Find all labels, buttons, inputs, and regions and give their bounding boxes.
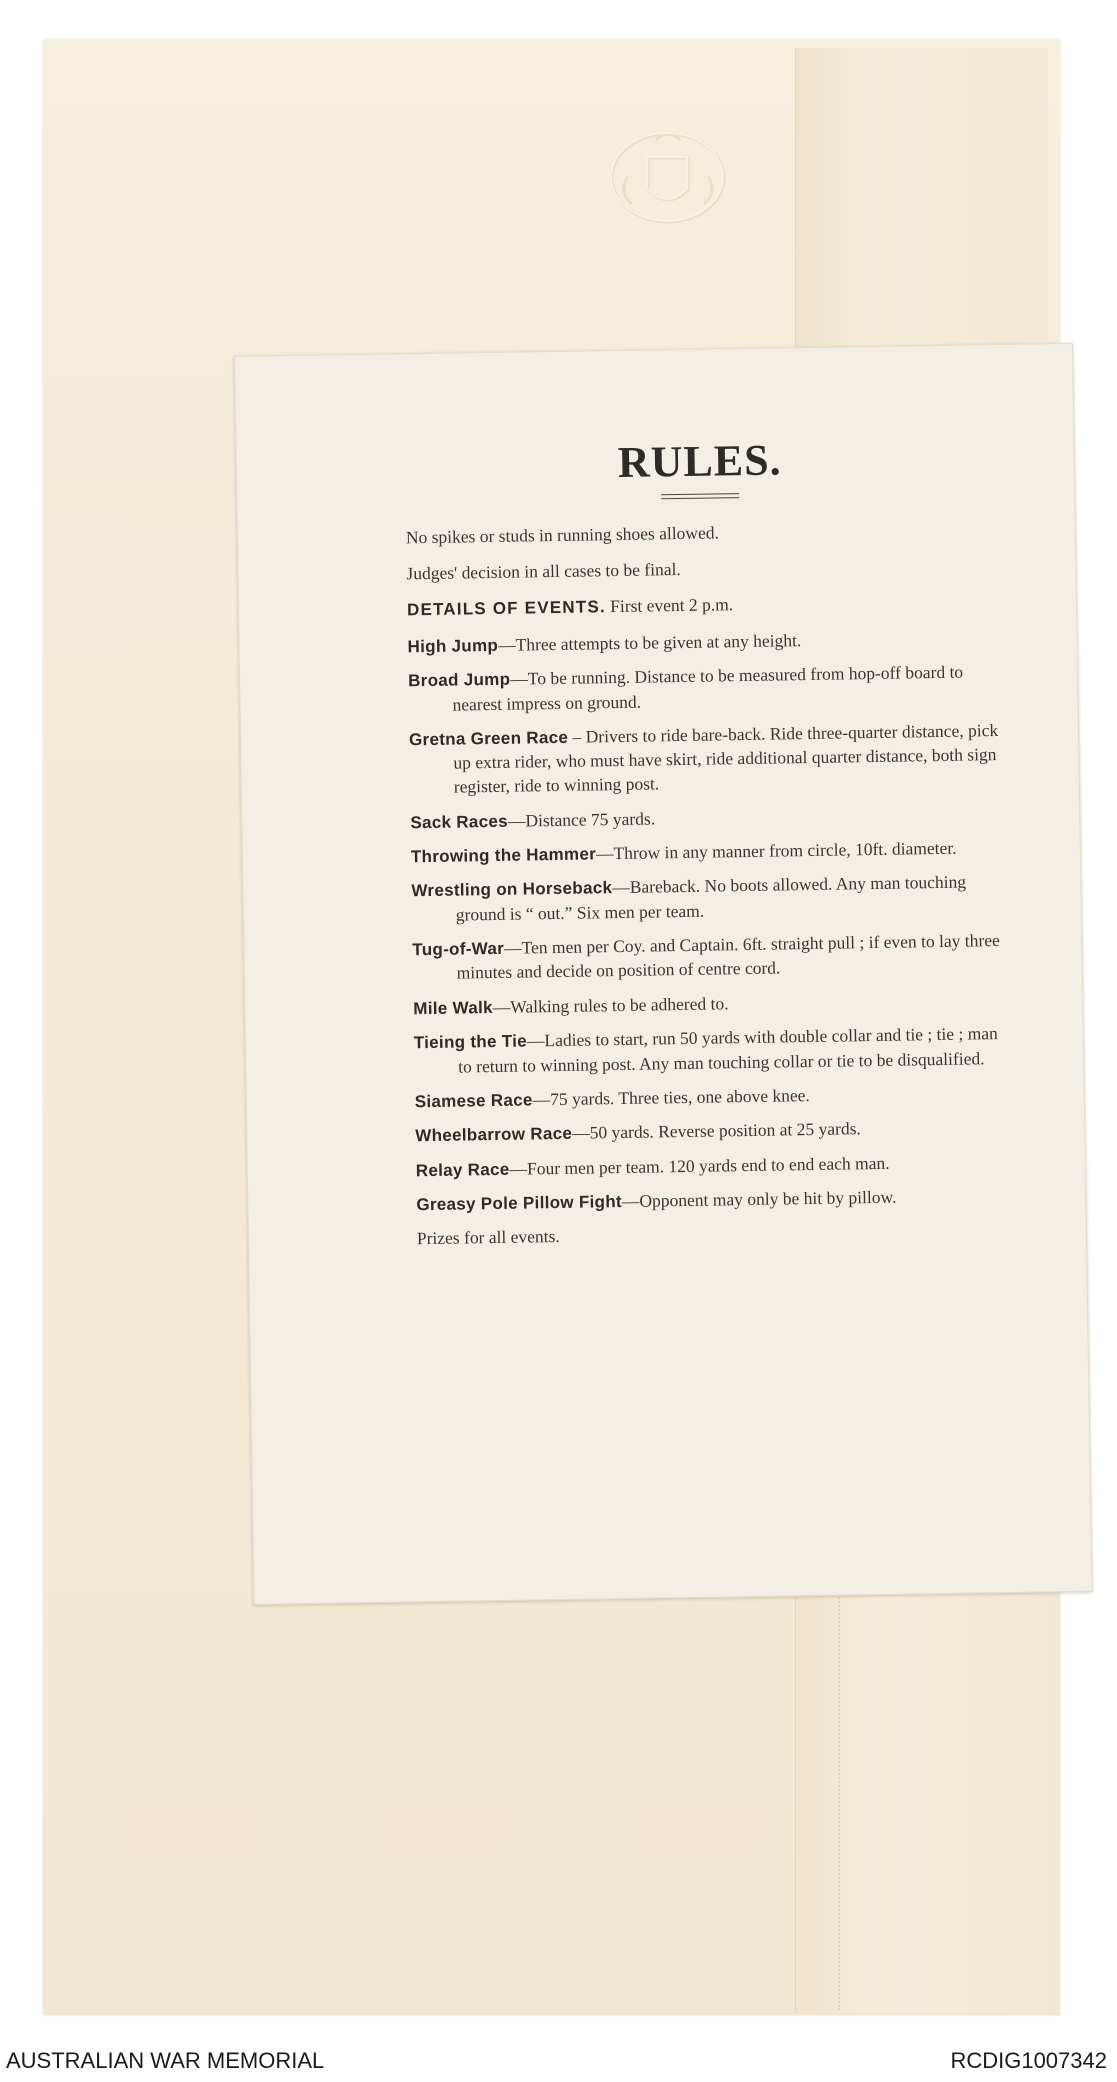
- event-name: Broad Jump: [407, 669, 511, 691]
- event-name: Sack Races: [410, 811, 509, 832]
- rules-card: [234, 343, 1093, 1605]
- event-text: – Drivers to ride bare-back. Ride three-quarter distance, pick up extra rider, who must have skirt, ride additional quarter distance, both sign register, ride to winning post.: [453, 719, 999, 797]
- event-entry: [416, 1183, 1006, 1217]
- record-id: RCDIG1007342: [950, 2048, 1107, 2073]
- event-text: —Ten men per Coy. and Captain. 6ft. straight pull ; if even to lay three minutes and decide on position of centre cord.: [456, 930, 1000, 984]
- event-entry: [412, 928, 1003, 986]
- event-text: —Four men per team. 120 yards end to end each man.: [509, 1152, 890, 1179]
- event-text: —Bareback. No boots allowed. Any man touching ground is “ out.” Six men per team.: [455, 871, 967, 925]
- event-text: —To be running. Distance to be measured from hop-off board to nearest impress on ground.: [452, 661, 964, 715]
- event-entry: [415, 1080, 1005, 1114]
- event-entry: [410, 801, 1000, 835]
- event-name: Tug-of-War: [412, 938, 505, 960]
- event-name: High Jump: [407, 635, 499, 657]
- event-name: Mile Walk: [413, 997, 493, 1018]
- event-name: Wheelbarrow Race: [415, 1123, 573, 1146]
- event-entry: [411, 835, 1001, 869]
- rule-spikes: No spikes or studs in running shoes allowed.: [405, 522, 720, 548]
- title-double-rule: [661, 493, 739, 499]
- event-entry: [414, 1021, 1005, 1079]
- rules-content: [404, 435, 1007, 1263]
- institution-label: AUSTRALIAN WAR MEMORIAL: [6, 2048, 325, 2073]
- closing-note: Prizes for all events.: [416, 1226, 560, 1249]
- event-entry: [416, 1149, 1006, 1183]
- rule-judges: Judges' decision in all cases to be final.: [406, 559, 681, 584]
- event-text: —Three attempts to be given at any height.: [497, 629, 802, 655]
- event-text: —50 yards. Reverse position at 25 yards.: [571, 1118, 861, 1143]
- event-text: —Opponent may only be hit by pillow.: [621, 1186, 897, 1212]
- event-entry: [415, 1114, 1005, 1148]
- embossed-crest-icon: [598, 118, 738, 230]
- event-name: Relay Race: [415, 1159, 510, 1180]
- event-entry: [409, 718, 1000, 800]
- event-entry: [413, 987, 1003, 1021]
- event-text: —Ladies to start, run 50 yards with double collar and tie ; tie ; man to return to winning post. Any man touching collar or tie to be disqualified.: [458, 1023, 998, 1077]
- event-text: —Throw in any manner from circle, 10ft. diameter.: [595, 837, 957, 864]
- event-name: Gretna Green Race: [408, 727, 569, 750]
- event-text: —Distance 75 yards.: [507, 807, 656, 831]
- details-heading: DETAILS OF EVENTS.: [406, 597, 606, 620]
- event-text: —75 yards. Three ties, one above knee.: [532, 1084, 810, 1110]
- event-name: Siamese Race: [414, 1090, 533, 1111]
- event-text: —Walking rules to be adhered to.: [492, 992, 729, 1017]
- event-name: Throwing the Hammer: [410, 844, 597, 867]
- event-name: Greasy Pole Pillow Fight: [416, 1192, 623, 1215]
- details-note: First event 2 p.m.: [610, 594, 734, 617]
- page-title: RULES.: [617, 435, 782, 487]
- event-entry: [407, 625, 997, 659]
- event-entry: [408, 659, 999, 717]
- event-name: Tieing the Tie: [413, 1031, 528, 1053]
- event-entry: [411, 869, 1002, 927]
- torn-edge: [838, 1590, 880, 2010]
- event-name: Wrestling on Horseback: [411, 878, 613, 901]
- details-line: [407, 588, 997, 622]
